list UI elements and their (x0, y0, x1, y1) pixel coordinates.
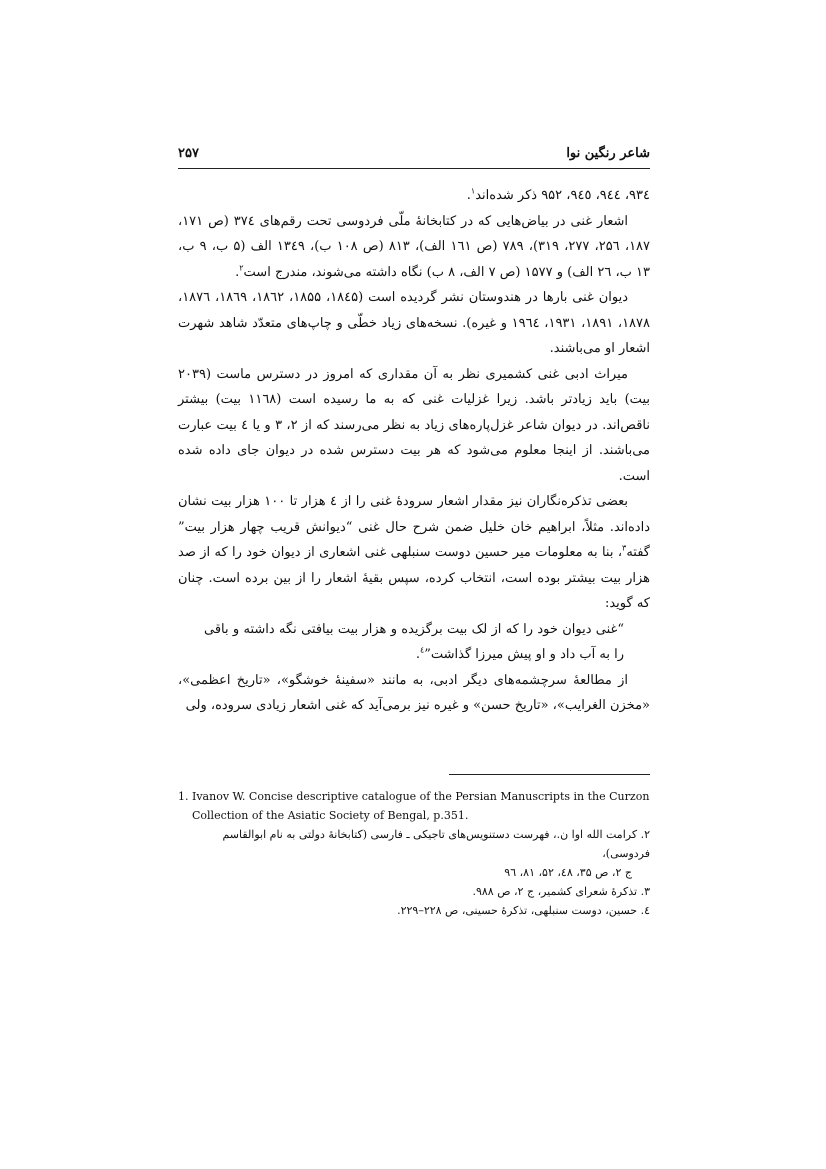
footnote-2 (178, 825, 650, 882)
quote-tail: . (415, 647, 420, 662)
footnotes (178, 787, 650, 920)
running-header (178, 146, 650, 166)
footnote-ref: ۱ (470, 186, 476, 196)
footnote-text: تذکرهٔ شعرای کشمیر، ج ۲، ص ۹۸۸. (472, 885, 638, 898)
paragraph-text: بعضی تذکره‌نگاران نیز مقدار اشعار سرودهٔ غنی را از ٤ هزار تا ۱۰۰ هزار بیت نشان داده‌اند. مثلاً، ابراهیم خان خلیل ضمن شرح حال غنی “دیوانش قریب چهار هزار بیت” گفته (178, 494, 650, 560)
paragraph-text: میراث ادبی غنی کشمیری نظر به آن مقداری که امروز در دسترس ماست (۲۰۳۹ بیت) باید زیادتر باشد. زیرا غزلیات غنی که به ما رسیده است (۱۱٦۸ بیت) بیشتر ناقص‌اند. در دیوان شاعر غزل‌پاره‌های زیاد به نظر می‌رسند که از ۲، ۳ و یا ٤ بیت عبارت می‌باشند. از اینجا معلوم می‌شود که هر بیت دسترس شده در دیوان جای داده شده است. (178, 366, 650, 484)
paragraph-text: دیوان غنی بارها در هندوستان نشر گردیده است (۱۸٤۵، ۱۸۵۵، ۱۸٦۲، ۱۸٦۹، ۱۸۷٦، ۱۸۷۸، ۱۸۹۱، ۱۹۳۱، ۱۹٦٤ و غیره). نسخه‌های زیاد خطّی و چاپ‌های متعدّد شاهد شهرت اشعار او می‌باشند. (178, 290, 650, 356)
footnote-3 (178, 882, 650, 901)
paragraph-4 (178, 362, 650, 490)
paragraph-text: ۹۳٤، ۹٤٤، ۹٤٥، ۹۵۲ ذکر شده‌اند (475, 188, 650, 203)
block-quote (178, 617, 650, 668)
footnote-number: ۳. (640, 885, 650, 898)
paragraph-3 (178, 285, 650, 362)
paragraph-text: اشعار غنی در بیاض‌هایی که در کتابخانهٔ ملّی فردوسی تحت رقم‌های ۳۷٤ (ص ۱۷۱، ۱۸۷، ۲۵٦، ۲۷۷، ۳۱۹)، ۷۸۹ (ص ۱٦۱ الف)، ۸۱۳ (ص ۱۰۸ ب)، ۱۳٤۹ الف (۵ ب، ۹ ب، ۱۳ ب، ۲٦ الف) و ۱۵۷۷ (ص ۷ الف، ۸ ب) نگاه داشته می‌شوند، مندرج است (178, 213, 651, 280)
running-title: شاعر رنگین نوا (566, 146, 650, 161)
footnote-ref: ٤ (419, 645, 425, 655)
quote-text: “غنی دیوان خود را که از لک بیت برگزیده و هزار بیت بیافتی نگه داشته و باقی را به آب داد و او پیش میرزا گذاشت” (204, 621, 624, 662)
page-number: ۲۵۷ (178, 146, 199, 161)
footnote-ref: ۲ (239, 263, 244, 273)
paragraph-tail: ، بنا به معلومات میر حسین دوست سنبلهی غنی اشعاری از دیوان خود را که از صد هزار بیت بیشتر بوده است، انتخاب کرده، سپس بقیهٔ اشعار را از بین برده است. چنان که گوید: (178, 545, 650, 611)
paragraph-7 (178, 668, 650, 719)
footnote-4 (178, 901, 650, 920)
footnote-text: Ivanov W. Concise descriptive catalogue of the Persian Manuscripts in the Curzon (192, 790, 650, 803)
footnote-continuation: Collection of the Asiatic Society of Bengal, p.351. (192, 809, 469, 822)
footnote-1 (178, 787, 650, 825)
paragraph-text: از مطالعهٔ سرچشمه‌های دیگر ادبی، به مانند «سفینهٔ خوشگو»، «تاریخ اعظمی»، «مخزن الغرایب»، «تاریخ حسن» و غیره نیز برمی‌آید که غنی اشعار زیادی سروده، ولی (178, 672, 650, 713)
footnote-ref: ۳ (622, 543, 627, 553)
paragraph-1 (178, 183, 650, 209)
footnote-text: حسین، دوست سنبلهی، تذکرهٔ حسینی، ص ۲۲۸–۲۲۹. (397, 904, 638, 917)
paragraph-2 (178, 209, 650, 286)
footnote-number: 1. (178, 790, 189, 803)
paragraph-tail: . (466, 188, 471, 203)
header-rule (178, 168, 650, 169)
footnote-text: کرامت الله اوا ن.، فهرست دستنویس‌های تاجیکی ـ فارسی (کتابخانهٔ دولتی به نام ابوالقاسم فردوسی)، (222, 828, 650, 860)
paragraph-tail: . (235, 264, 240, 280)
footnote-continuation: ج ۲، ص ۳۵، ٤۸، ۵۲، ۸۱، ۹٦ (504, 866, 632, 879)
footnote-number: ٤. (640, 904, 650, 917)
footnote-rule (449, 774, 650, 775)
body-text (178, 183, 650, 719)
paragraph-5 (178, 489, 650, 617)
footnote-number: ۲. (640, 828, 650, 841)
